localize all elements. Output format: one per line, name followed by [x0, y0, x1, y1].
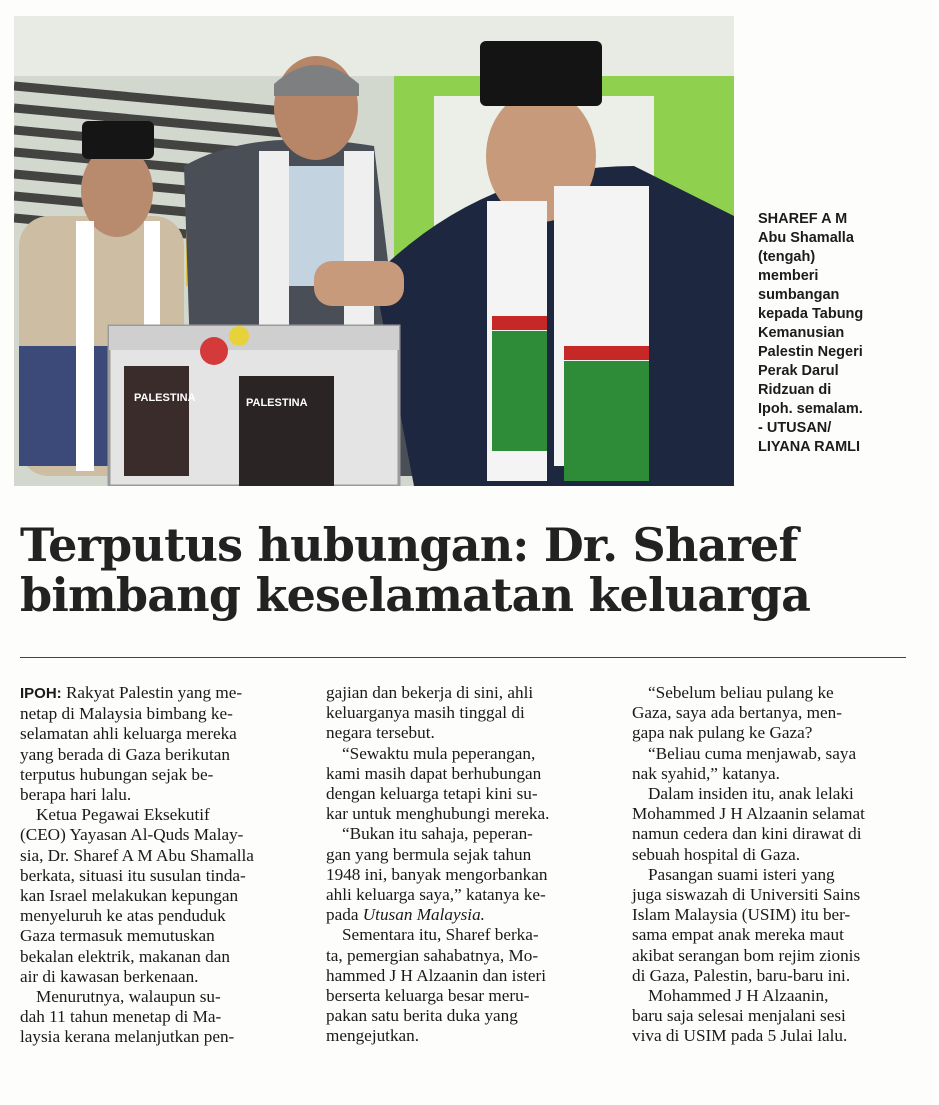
body-line: kan Israel melakukan kepungan — [20, 886, 239, 906]
body-line: ahli keluarga saya,” katanya ke- — [326, 885, 546, 905]
body-line: Gaza, saya ada bertanya, men- — [632, 703, 842, 723]
body-line: “Bukan itu sahaja, peperan- — [342, 824, 533, 844]
box-label-left: PALESTINA — [134, 392, 196, 404]
body-line: “Sebelum beliau pulang ke — [648, 683, 834, 702]
body-line: Dalam insiden itu, anak lelaki — [648, 784, 854, 804]
caption-line: Perak Darul — [758, 363, 839, 379]
body-line — [20, 683, 302, 704]
body-line: Gaza termasuk memutuskan — [20, 926, 215, 946]
caption-line: memberi — [758, 268, 819, 284]
caption-line: Kemanusian — [758, 325, 845, 341]
body-line: viva di USIM pada 5 Julai lalu. — [632, 1026, 848, 1046]
body-line: Pasangan suami isteri yang — [648, 864, 835, 884]
headline-line-2: bimbang keselamatan keluarga — [20, 568, 811, 622]
donation-box — [109, 326, 399, 486]
body-line: menyeluruh ke atas penduduk — [20, 906, 226, 926]
caption-line: (tengah) — [758, 249, 816, 265]
headline-line-1: Terputus hubungan: Dr. Sharef — [20, 518, 798, 572]
body-line: negara tersebut. — [326, 723, 435, 743]
body-line: yang berada di Gaza berikutan — [20, 744, 230, 764]
caption-line: sumbangan — [758, 287, 840, 303]
body-line: selamatan ahli keluarga mereka — [20, 724, 237, 744]
body-text: pada — [326, 905, 363, 925]
body-line: berapa hari lalu. — [20, 785, 132, 805]
body-line: gajian dan bekerja di sini, ahli — [326, 683, 534, 702]
body-line: gapa nak pulang ke Gaza? — [632, 723, 813, 743]
body-line: netap di Malaysia bimbang ke- — [20, 704, 233, 724]
dateline: IPOH: — [20, 685, 62, 702]
body-line: air di kawasan berkenaan. — [20, 966, 199, 986]
body-line: gan yang bermula sejak tahun — [326, 844, 532, 864]
body-line: sama empat anak mereka maut — [632, 925, 844, 945]
publication-name: Utusan Malaysia. — [362, 905, 485, 925]
caption-credit: - UTUSAN/ — [758, 420, 832, 436]
body-line: “Beliau cuma menjawab, saya — [648, 743, 857, 763]
body-line: berkata, situasi itu susulan tinda- — [20, 865, 246, 885]
body-line: kami masih dapat berhubungan — [326, 763, 542, 783]
body-line: laysia kerana melanjutkan pen- — [20, 1027, 235, 1047]
body-line: ta, pemergian sahabatnya, Mo- — [326, 945, 539, 965]
body-line: Mohammed J H Alzaanin selamat — [632, 804, 865, 824]
body-text: Rakyat Palestin yang me- — [61, 683, 243, 702]
body-line: kar untuk menghubungi mereka. — [326, 804, 550, 824]
body-line: keluarganya masih tinggal di — [326, 703, 525, 723]
caption-line: Abu Shamalla — [758, 230, 854, 246]
body-line: akibat serangan bom rejim zionis — [632, 945, 861, 965]
body-line: pakan satu berita duka yang — [326, 1006, 518, 1026]
body-line: Sementara itu, Sharef berka- — [342, 925, 539, 945]
body-line: juga siswazah di Universiti Sains — [632, 885, 861, 905]
body-line: nak syahid,” katanya. — [632, 763, 780, 783]
article-column-1 — [20, 683, 302, 1048]
body-line: Mohammed J H Alzaanin, — [648, 986, 829, 1006]
body-line: sebuah hospital di Gaza. — [632, 844, 801, 864]
caption-line: Ipoh. semalam. — [758, 401, 863, 417]
body-line: dah 11 tahun menetap di Ma- — [20, 1007, 222, 1027]
body-line: baru saja selesai menjalani sesi — [632, 1006, 846, 1026]
body-line: terputus hubungan sejak be- — [20, 764, 214, 784]
caption-credit: LIYANA RAMLI — [758, 439, 861, 455]
body-line: hammed J H Alzaanin dan isteri — [326, 965, 547, 985]
body-line: mengejutkan. — [326, 1026, 420, 1046]
article-column-3 — [632, 683, 917, 1047]
caption-line: kepada Tabung — [758, 306, 864, 322]
body-line: Ketua Pegawai Eksekutif — [36, 805, 210, 825]
news-photo — [14, 16, 734, 486]
body-line — [326, 905, 608, 925]
body-line: dengan keluarga tetapi kini su- — [326, 784, 538, 804]
body-line: 1948 ini, banyak mengorbankan — [326, 864, 548, 884]
caption-line: SHAREF A M — [758, 211, 848, 227]
caption-line: Palestin Negeri — [758, 344, 863, 360]
body-line: Menurutnya, walaupun su- — [36, 987, 221, 1007]
body-line: Islam Malaysia (USIM) itu ber- — [632, 905, 851, 925]
headline-divider — [20, 657, 906, 658]
body-line: (CEO) Yayasan Al-Quds Malay- — [20, 825, 244, 845]
headline — [20, 520, 920, 620]
body-line: namun cedera dan kini dirawat di — [632, 824, 862, 844]
body-line: berserta keluarga besar meru- — [326, 986, 530, 1006]
box-label-right: PALESTINA — [246, 397, 308, 409]
photo-caption — [758, 210, 933, 457]
body-line: bekalan elektrik, makanan dan — [20, 946, 230, 966]
article-column-2 — [326, 683, 608, 1047]
body-line: sia, Dr. Sharef A M Abu Shamalla — [20, 845, 254, 865]
body-line: di Gaza, Palestin, baru-baru ini. — [632, 965, 851, 985]
body-line: “Sewaktu mula peperangan, — [342, 743, 536, 763]
caption-line: Ridzuan di — [758, 382, 832, 398]
